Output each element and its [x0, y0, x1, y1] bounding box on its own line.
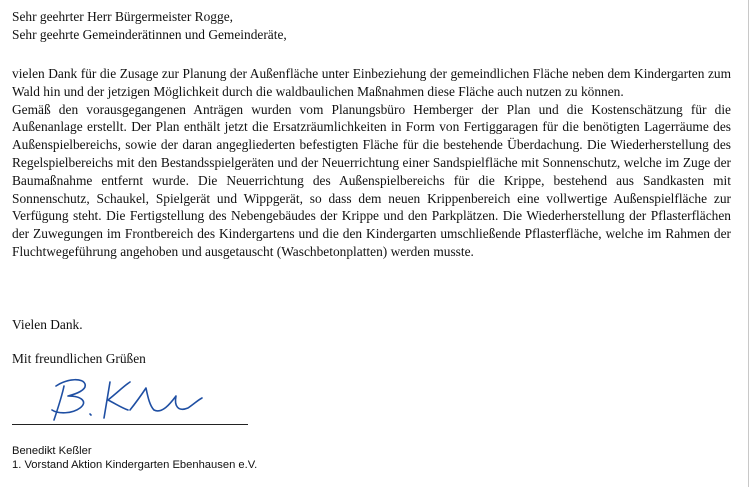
signature-stroke-k: [104, 382, 130, 418]
paragraph-thanks-for-approval: vielen Dank für die Zusage zur Planung der Außenfläche unter Einbeziehung der gemeindlichen Fläche neben dem Kindergarten zum Wald hin und der jetzigen Möglichkeit durch die waldbaulichen Maßnahmen diese Fläche auch nutzen zu können.: [12, 66, 731, 99]
page-edge-line: [748, 0, 749, 487]
signature-stroke-tail: [130, 388, 202, 411]
signature-stroke-dot: [90, 414, 91, 415]
handwritten-signature: [38, 374, 208, 424]
salutation-line-council: Sehr geehrte Gemeinderätinnen und Gemeinderäte,: [12, 26, 287, 42]
signer-title: 1. Vorstand Aktion Kindergarten Ebenhausen e.V.: [12, 458, 258, 471]
signer-block: [12, 445, 257, 472]
signature-line: [12, 424, 248, 425]
paragraph-plan-details: Gemäß den vorausgegangenen Anträgen wurden vom Planungsbüro Hemberger der Plan und die Kostenschätzung für die Außenanlage erstellt. Der Plan enthält jetzt die Ersatzräumlichkeiten in Form von Fertiggaragen für die benötigten Lagerräume des Außenspielbereichs, sowie der daran angegliederten befestigten Fläche für die bestehende Überdachung. Die Wiederherstellung des Regelspielbereichs mit den Bestandsspielgeräten und der Neuerrichtung einer Sandspielfläche mit Sonnenschutz, welche im Zuge der Baumaßnahme entfernt wurde. Die Neuerrichtung des Außenspielbereichs für die Krippe, bestehend aus Sandkasten mit Sonnenschutz, Schaukel, Spielgerät und Wippgerät, so dass dem neuen Krippenbereich eine vollwertige Außenspielfläche zur Verfügung steht. Die Fertigstellung des Nebengebäudes der Krippe und den Parkplätzen. Die Wiederherstellung der Pflasterflächen der Zuwegungen im Frontbereich des Kindergartens und die den Kindergarten umschließende Pflasterfläche, welche im Rahmen der Fluchtwegeführung angehoben und ausgetauscht (Waschbetonplatten) werden musste.: [12, 101, 731, 259]
salutation: [12, 8, 732, 44]
closing-greeting: Mit freundlichen Grüßen: [12, 351, 146, 366]
signature-stroke-b: [52, 380, 85, 420]
letter-body: [12, 65, 731, 261]
salutation-line-mayor: Sehr geehrter Herr Bürgermeister Rogge,: [12, 9, 233, 24]
thanks-line: Vielen Dank.: [12, 317, 83, 332]
signer-name: Benedikt Keßler: [12, 445, 92, 457]
